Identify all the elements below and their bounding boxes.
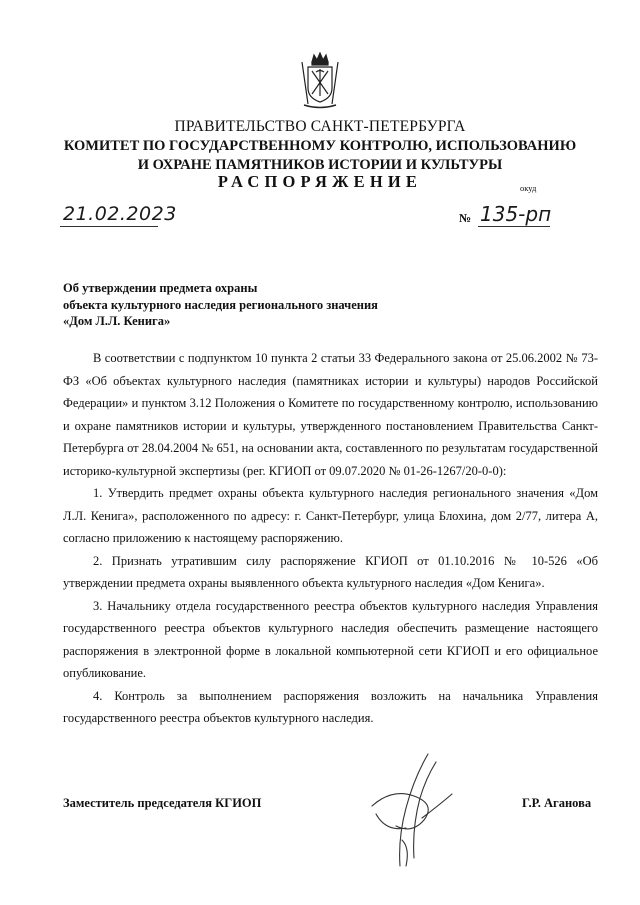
subject-line2: объекта культурного наследия регионального значения	[63, 297, 378, 312]
coat-of-arms-icon	[298, 52, 342, 110]
document-number: 135-рп	[480, 202, 552, 226]
document-type-title: РАСПОРЯЖЕНИЕ	[217, 172, 423, 191]
okud-label: окуд	[520, 183, 537, 193]
handwritten-signature-icon	[362, 748, 462, 878]
order-item-2: 2. Признать утратившим силу распоряжение КГИОП от 01.10.2016 № 10-526 «Об утверждении предмета охраны выявленного объекта культурного наследия «Дом Кенига».	[63, 553, 598, 590]
government-name: ПРАВИТЕЛЬСТВО САНКТ-ПЕТЕРБУРГА	[174, 118, 466, 135]
committee-name-line2: И ОХРАНЕ ПАМЯТНИКОВ ИСТОРИИ И КУЛЬТУРЫ	[137, 157, 503, 173]
order-item-1: 1. Утвердить предмет охраны объекта культурного наследия регионального значения «Дом Л.Л. Кенига», расположенного по адресу: г. Санкт-Петербург, улица Блохина, дом 2/77, литера А, согласно приложению к настоящему распоряжению.	[63, 486, 598, 545]
signatory-name: Г.Р. Аганова	[522, 796, 592, 810]
signatory-position: Заместитель председателя КГИОП	[63, 796, 262, 810]
date-underline	[60, 226, 158, 227]
number-underline	[478, 226, 550, 227]
subject-line3: «Дом Л.Л. Кенига»	[63, 314, 171, 328]
order-item-4: 4. Контроль за выполнением распоряжения возложить на начальника Управления государственного реестра объектов культурного наследия.	[63, 688, 598, 725]
document-body	[63, 347, 598, 730]
number-prefix: №	[459, 211, 472, 225]
order-item-3: 3. Начальнику отдела государственного реестра объектов культурного наследия Управления государственного реестра объектов культурного наследия обеспечить размещение настоящего распоряжения в электронной форме в локальной компьютерной сети КГИОП и его официальное опубликование.	[63, 598, 598, 680]
preamble-paragraph: В соответствии с подпунктом 10 пункта 2 статьи 33 Федерального закона от 25.06.2002 № 73-ФЗ «Об объектах культурного наследия (памятниках истории и культуры) народов Российской Федерации» и пунктом 3.12 Положения о Комитете по государственному контролю, использованию и охране памятников истории и культуры, утвержденного постановлением Правительства Санкт-Петербурга от 28.04.2004 № 651, на основании акта, составленного по результатам государственной историко-культурной экспертизы (рег. КГИОП от 09.07.2020 № 01-26-1267/20-0-0):	[63, 351, 598, 478]
subject-line1: Об утверждении предмета охраны	[63, 281, 258, 295]
document-subject	[63, 280, 378, 330]
document-date: 21.02.2023	[63, 203, 177, 225]
committee-name-line1: КОМИТЕТ ПО ГОСУДАРСТВЕННОМУ КОНТРОЛЮ, ИСПОЛЬЗОВАНИЮ	[63, 138, 577, 154]
